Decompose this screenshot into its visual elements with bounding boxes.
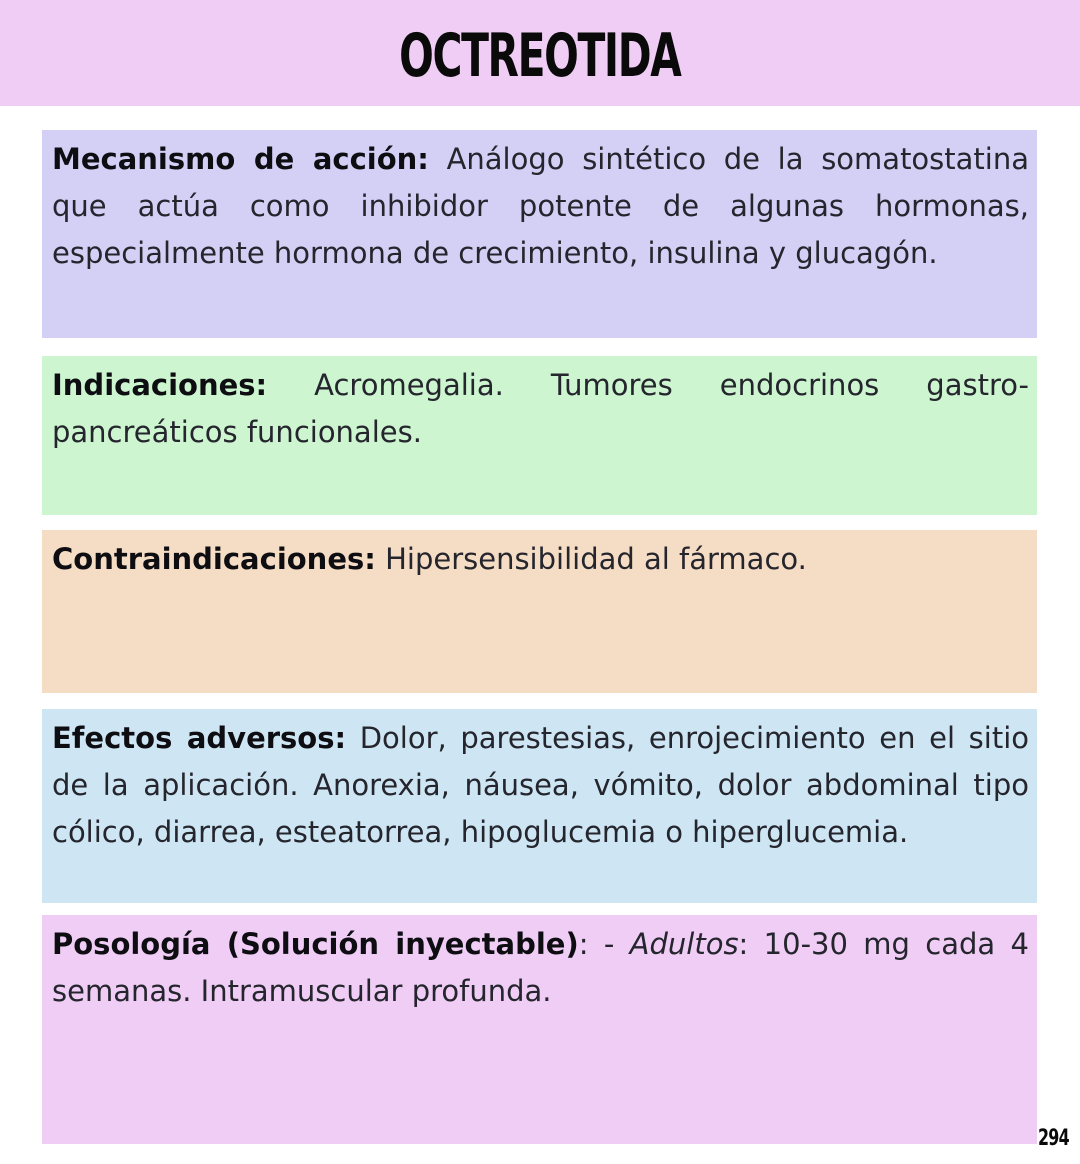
section-label: Efectos adversos: <box>52 721 347 755</box>
page-title: OCTREOTIDA <box>399 21 681 91</box>
italic-term: Adultos <box>629 927 739 961</box>
section-posologia <box>42 915 1037 1144</box>
section-indicaciones <box>42 356 1037 515</box>
section-separator: : - <box>578 927 630 961</box>
section-contraindicaciones <box>42 530 1037 693</box>
section-text: : 10-30 mg cada 4 semanas. Intramuscular profunda. <box>52 927 1029 1008</box>
section-label: Mecanismo de acción: <box>52 142 429 176</box>
section-text: Hipersensibilidad al fármaco. <box>375 542 807 576</box>
section-label: Indicaciones: <box>52 368 268 402</box>
section-label: Contraindicaciones: <box>52 542 376 576</box>
section-text: Dolor, parestesias, enrojecimiento en el sitio de la aplicación. Anorexia, náusea, vómito, dolor abdominal tipo cólico, diarrea, esteatorrea, hipoglucemia o hiperglucemia. <box>52 721 1029 849</box>
section-efectos-adversos <box>42 709 1037 903</box>
title-band <box>0 0 1080 106</box>
section-label: Posología (Solución inyectable) <box>52 927 579 961</box>
section-mecanismo <box>42 130 1037 338</box>
section-text: Acromegalia. Tumores endocrinos gastro-pancreáticos funcionales. <box>52 368 1029 449</box>
section-text: Análogo sintético de la somatostatina que actúa como inhibidor potente de algunas hormonas, especialmente hormona de crecimiento, insulina y glucagón. <box>52 142 1030 270</box>
page-number: 294 <box>1038 1126 1069 1151</box>
